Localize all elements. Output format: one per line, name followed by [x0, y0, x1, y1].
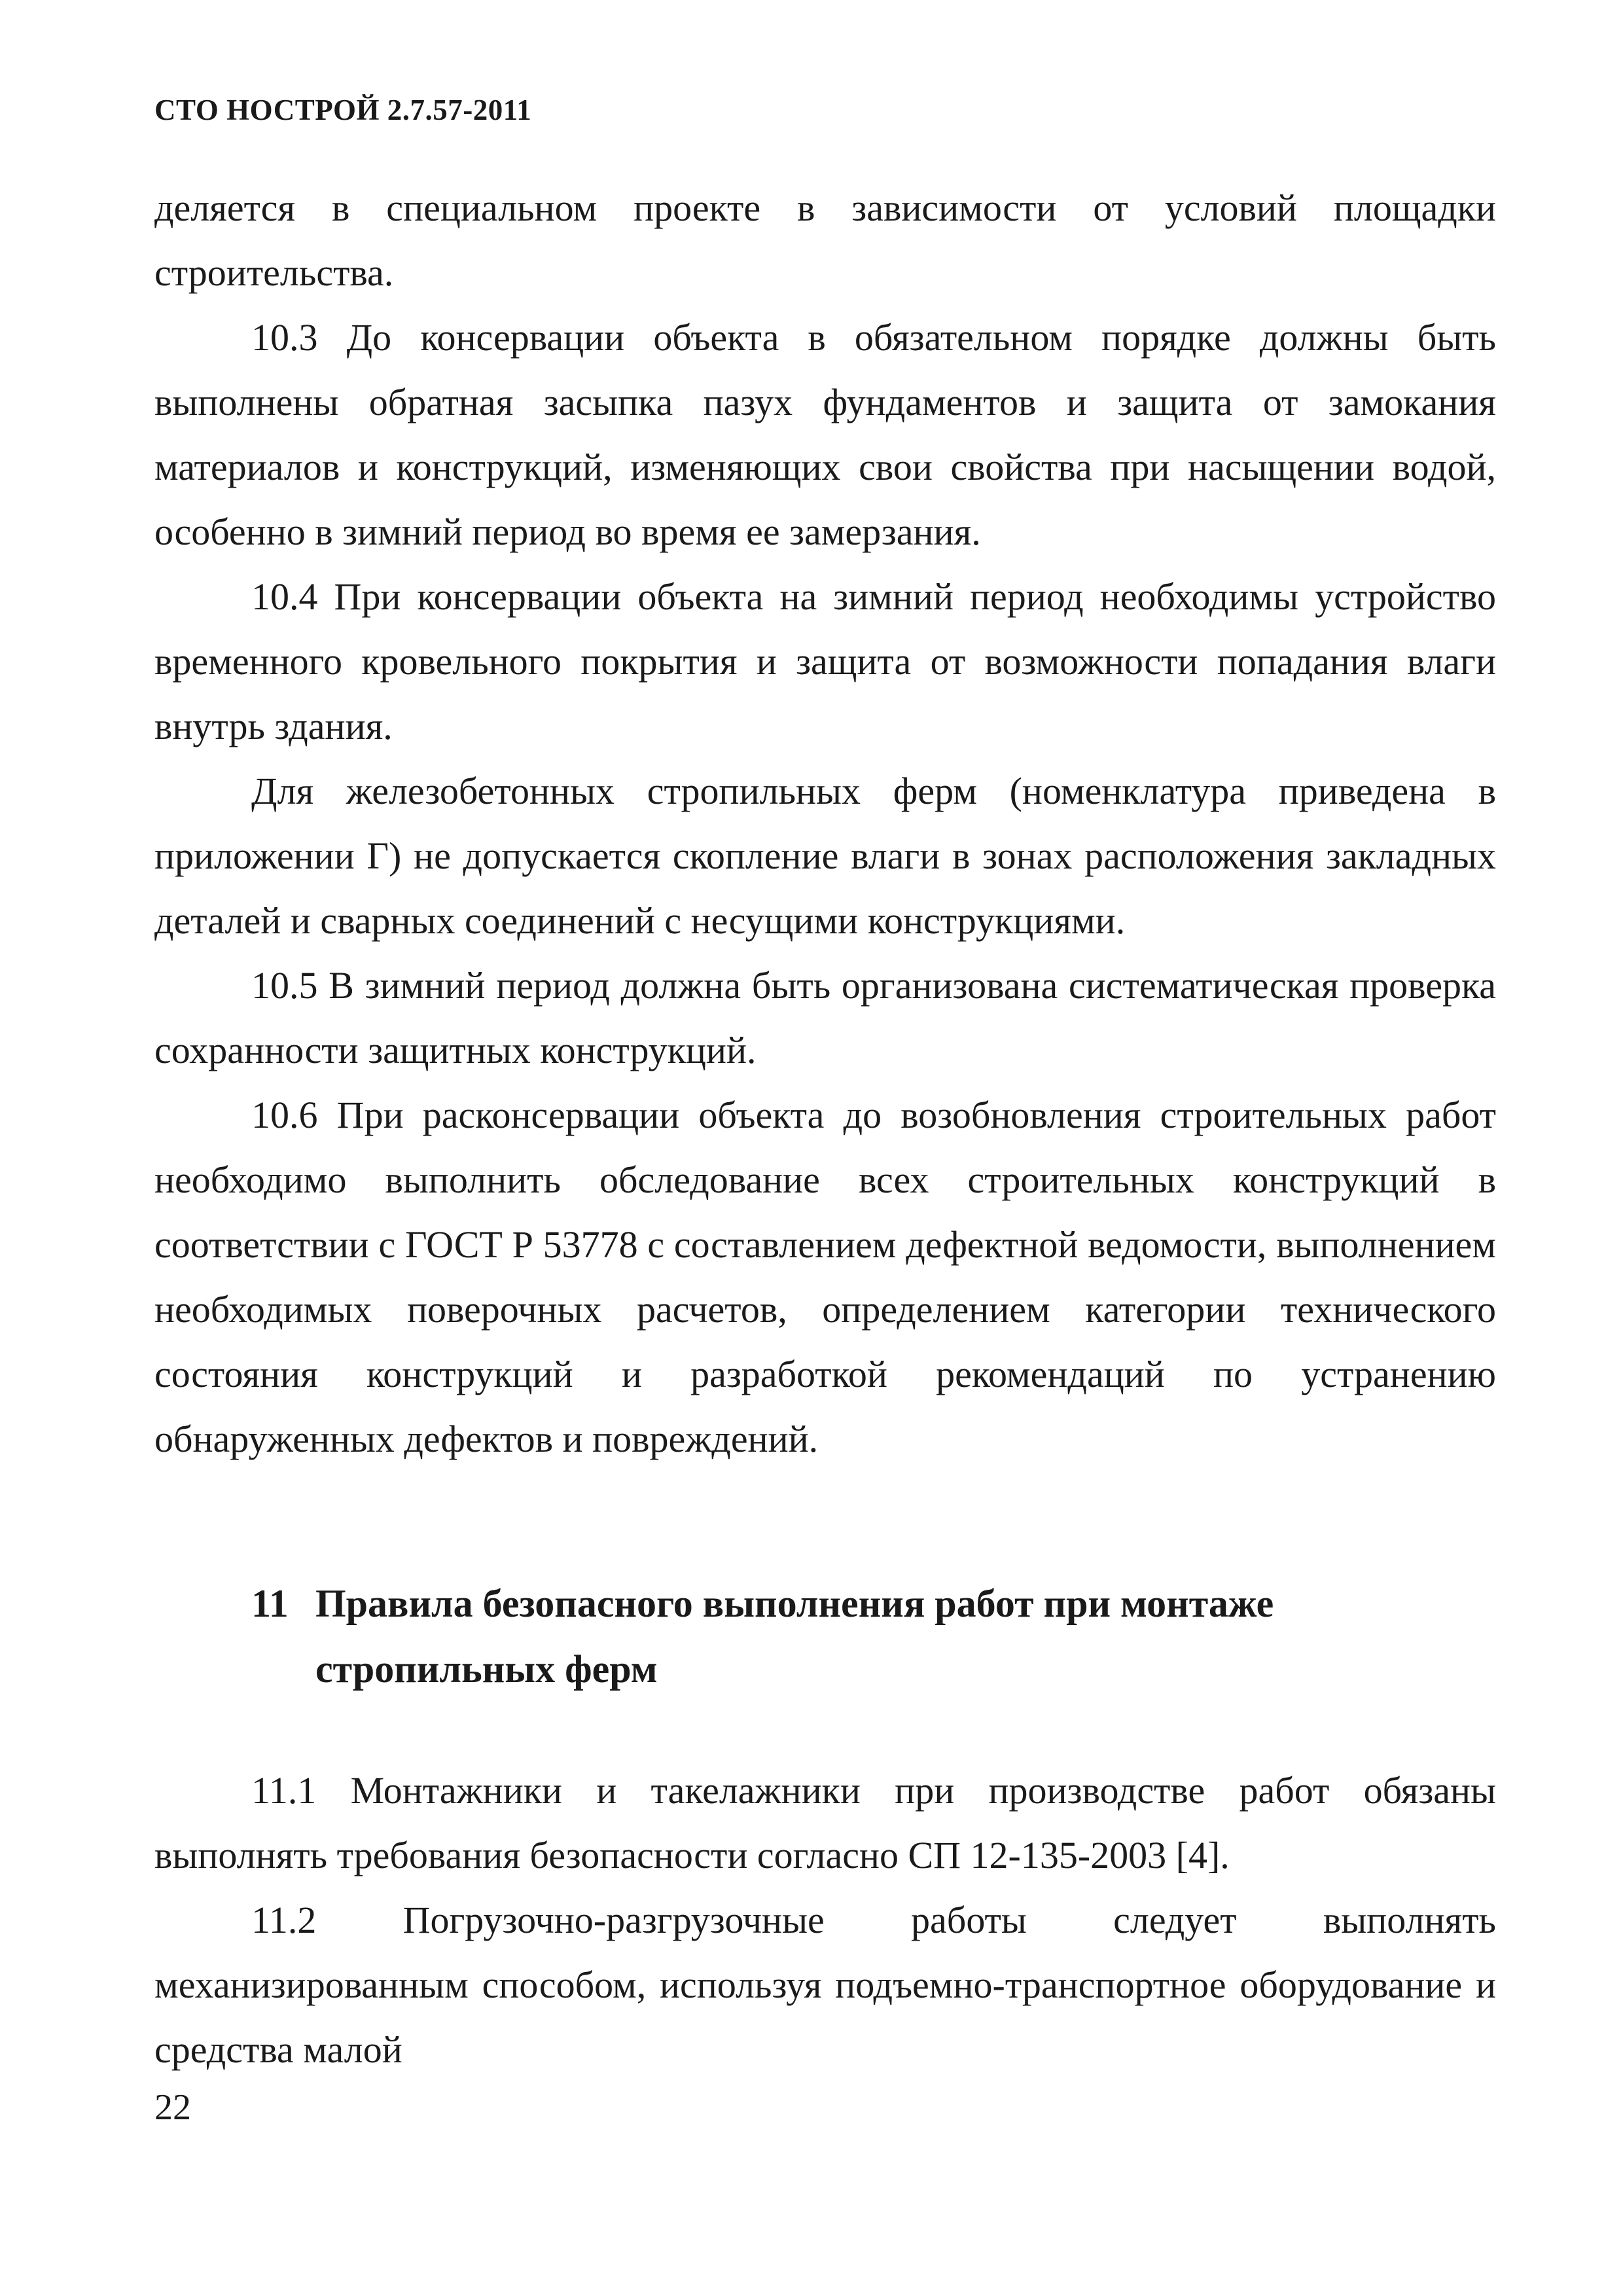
body-text-block-2 — [154, 1758, 1496, 2082]
section-heading-line1 — [154, 1571, 1496, 1636]
paragraph-11-1: 11.1 Монтажники и такелажники при производстве работ обязаны выполнять требования безопасности согласно СП 12-135-2003 [4]. — [154, 1769, 1496, 1876]
running-header: СТО НОСТРОЙ 2.7.57-2011 — [154, 94, 532, 126]
paragraph-10-5: 10.5 В зимний период должна быть организована систематическая проверка сохранности защитных конструкций. — [154, 964, 1496, 1071]
section-title-line2: стропильных ферм — [315, 1647, 658, 1691]
paragraph-11-2: 11.2 Погрузочно-разгрузочные работы следует выполнять механизированным способом, используя подъемно-транспортное оборудование и средства малой — [154, 1899, 1496, 2071]
paragraph-10-4: 10.4 При консервации объекта на зимний период необходимы устройство временного кровельного покрытия и защита от возможности попадания влаги внутрь здания. — [154, 575, 1496, 747]
section-heading — [154, 1571, 1496, 1702]
page-number: 22 — [154, 2087, 191, 2128]
section-title-line1: Правила безопасного выполнения работ при монтаже — [315, 1582, 1274, 1625]
paragraph-10-3: 10.3 До консервации объекта в обязательном порядке должны быть выполнены обратная засыпка пазух фундаментов и защита от замокания материалов и конструкций, изменяющих свои свойства при насыщении водой, особенно в зимний период во время ее замерзания. — [154, 316, 1496, 553]
section-number: 11 — [251, 1582, 289, 1625]
paragraph-continued: деляется в специальном проекте в зависимости от условий площадки строительства. — [154, 187, 1496, 294]
body-text-block — [154, 175, 1496, 1471]
paragraph-trusses: Для железобетонных стропильных ферм (номенклатура приведена в приложении Г) не допускается скопление влаги в зонах расположения закладных деталей и сварных соединений с несущими конструкциями. — [154, 770, 1496, 942]
paragraph-10-6: 10.6 При расконсервации объекта до возобновления строительных работ необходимо выполнить обследование всех строительных конструкций в соответствии с ГОСТ Р 53778 с составлением дефектной ведомости, выполнением необходимых поверочных расчетов, определением категории технического состояния конструкций и разработкой рекомендаций по устранению обнаруженных дефектов и повреждений. — [154, 1094, 1496, 1460]
